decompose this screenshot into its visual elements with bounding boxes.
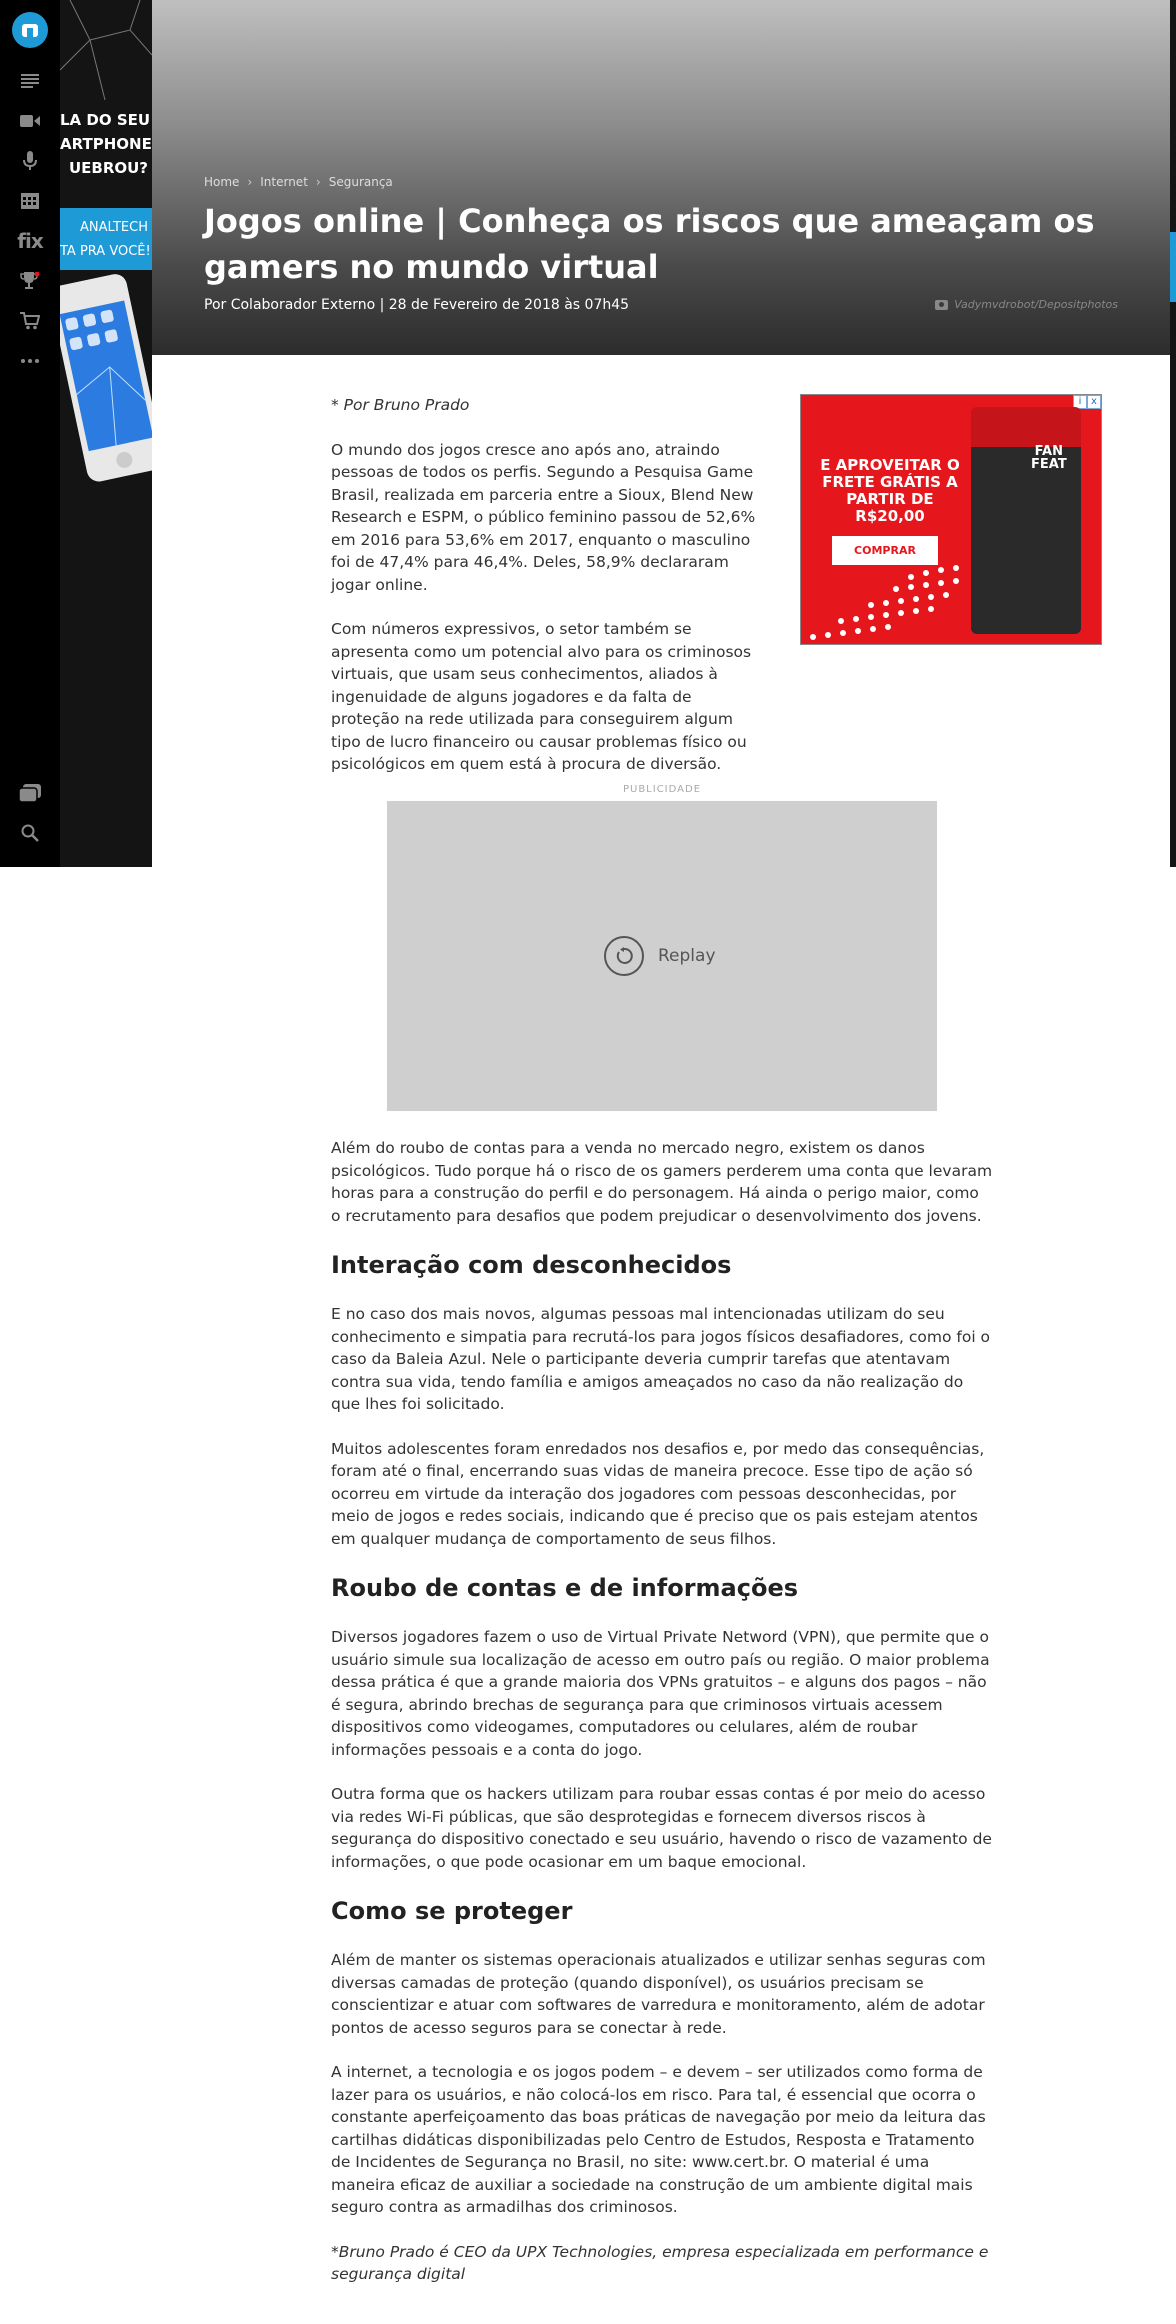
breadcrumb-home-link[interactable]: Home xyxy=(204,175,240,189)
gallery-icon[interactable] xyxy=(0,778,60,808)
calendar-grid-icon[interactable] xyxy=(0,186,60,216)
ad-close-icon[interactable]: x xyxy=(1087,395,1101,409)
ad-headline: E APROVEITAR O FRETE GRÁTIS A PARTIR DE R$20,00 xyxy=(820,456,960,525)
article-paragraph: A internet, a tecnologia e os jogos podem – e devem – ser utilizados como forma de lazer para os usuários, e não colocá-los em risco. Para tal, é essencial que ocorra o constante aperfeiçoamento das boas práticas de navegação por meio da leitura das cartilhas didáticas disponibilizadas pelo Centro de Estudos, Resposta e Tratamento de Incidentes de Segurança no Brasil, no site: www.cert.br. O material é uma maneira eficaz de auxiliar a sociedade na construção de um ambiente digital mais seguro contra as armadilhas dos criminosos. xyxy=(331,2063,986,2216)
page-title: Jogos online | Conheça os riscos que ameaçam os gamers no mundo virtual xyxy=(204,202,1095,286)
article-paragraph: Muitos adolescentes foram enredados nos desafios e, por medo das consequências, foram até o final, encerrando suas vidas de maneira precoce. Esse tipo de ação só ocorreu em virtude da interação dos jogadores com pessoas desconhecidas, por meio de jogos e redes sociais, indicando que é preciso que os pais estejam atentos em qualquer mudança de comportamento de seus filhos. xyxy=(331,1439,985,1548)
can-label: FAN FEAT xyxy=(1031,444,1067,472)
section-heading-roubo: Roubo de contas e de informações xyxy=(331,1574,799,1602)
replay-button[interactable]: Replay xyxy=(604,936,716,976)
coca-cola-ad[interactable] xyxy=(800,394,1102,645)
video-ad-player[interactable] xyxy=(387,801,937,1111)
publicidade-label: PUBLICIDADE xyxy=(622,784,702,795)
breadcrumb xyxy=(204,175,393,189)
shopping-cart-icon[interactable] xyxy=(0,306,60,336)
section-heading-proteger: Como se proteger xyxy=(331,1897,573,1925)
article-paragraph: Além do roubo de contas para a venda no mercado negro, existem os danos psicológicos. Tudo porque há o risco de os gamers perderem uma conta que levaram horas para a construção do perfil e do personagem. Há ainda o perigo maior, como o recrutamento para desafios que podem prejudicar o desenvolvimento dos jovens. xyxy=(331,1139,993,1225)
article-paragraph: O mundo dos jogos cresce ano após ano, atraindo pessoas de todos os perfis. Segundo a Pesquisa Game Brasil, realizada em parceria entre a Sioux, Blend New Research e ESPM, o público feminino passou de 52,6% em 2016 para 53,6% em 2017, enquanto o masculino foi de 47,4% para 46,4%. Deles, 58,9% declararam jogar online. xyxy=(331,440,756,594)
replay-icon xyxy=(604,936,644,976)
canaltech-logo-icon[interactable] xyxy=(12,12,48,48)
left-sidebar xyxy=(0,0,60,867)
ad-info-icon[interactable]: i xyxy=(1073,395,1087,409)
article-paragraph: E no caso dos mais novos, algumas pessoas mal intencionadas utilizam do seu conhecimento e simpatia para recrutá-los para jogos físicos desafiadores, como foi o caso da Baleia Azul. Nele o participante deveria cumprir tarefas que atentavam contra sua vida, tendo família e amigos ameaçados no caso da não realização do que lhes foi solicitado. xyxy=(331,1305,991,1413)
right-edge-strip xyxy=(1170,0,1176,867)
article-list-icon[interactable] xyxy=(0,66,60,96)
article-paragraph: Outra forma que os hackers utilizam para roubar essas contas é por meio do acesso via redes Wi-Fi públicas, que são desprotegidas e fornecem diversos riscos à segurança do dispositivo conectado e seu usuário, havendo o risco de vazamento de informações, o que pode ocasionar em um baque emocional. xyxy=(331,1785,992,1871)
search-icon[interactable] xyxy=(0,818,60,848)
camera-icon xyxy=(935,300,948,310)
breadcrumb-separator: › xyxy=(315,175,321,189)
more-options-icon[interactable] xyxy=(0,346,60,376)
left-ad-blue-banner: ANALTECH TA PRA VOCÊ! xyxy=(60,208,152,270)
fix-icon[interactable]: fix xyxy=(17,229,43,253)
breadcrumb-internet-link[interactable]: Internet xyxy=(260,175,308,189)
microphone-icon[interactable] xyxy=(0,146,60,176)
video-camera-icon[interactable] xyxy=(0,106,60,136)
decorative-dots xyxy=(801,565,971,645)
comprar-button[interactable]: COMPRAR xyxy=(832,536,938,565)
article-hero xyxy=(152,0,1170,355)
left-ad-headline: LA DO SEU ARTPHONE UEBROU? xyxy=(60,111,152,177)
article-paragraph: Com números expressivos, o setor também se apresenta como um potencial alvo para os criminosos virtuais, que usam seus conhecimentos, aliados à ingenuidade de alguns jogadores e da falta de proteção na rede utilizada para conseguirem algum tipo de lucro financeiro ou causar problemas físico ou psicológicos em quem está à procura de diversão. xyxy=(331,620,752,773)
author-note: * Por Bruno Prado xyxy=(331,396,470,414)
left-promo-ad[interactable] xyxy=(60,0,152,867)
author-footnote: *Bruno Prado é CEO da UPX Technologies, empresa especializada em performance e segurança digital xyxy=(331,2242,989,2283)
article-paragraph: Além de manter os sistemas operacionais atualizados e utilizar senhas seguras com diversas camadas de proteção (quando disponível), os usuários precisam se conscientizar e atuar com softwares de varredura e monitoramento, além de adotar pontos de acesso seguros para se conectar à rede. xyxy=(331,1951,986,2037)
breadcrumb-separator: › xyxy=(247,175,253,189)
cracked-glass-graphic xyxy=(60,0,152,100)
breadcrumb-seguranca-link[interactable]: Segurança xyxy=(328,175,393,189)
article-body-bottom xyxy=(331,1137,993,2308)
trophy-icon[interactable] xyxy=(0,266,60,296)
article-paragraph: Diversos jogadores fazem o uso de Virtual Private Netword (VPN), que permite que o usuário simule sua localização de acesso em outro país ou região. O maior problema dessa prática é que a grande maioria dos VPNs gratuitos – e alguns dos pagos – não é segura, abrindo brechas de segurança para que criminosos virtuais acessem dispositivos como videogames, computadores ou celulares, além de roubar informações pessoais e a conta do jogo. xyxy=(331,1628,990,1759)
product-can-lid xyxy=(971,407,1081,447)
smartphone-graphic xyxy=(60,271,152,504)
article-byline: Por Colaborador Externo | 28 de Fevereiro de 2018 às 07h45 xyxy=(204,297,630,313)
photo-credit: Vadymvdrobot/Depositphotos xyxy=(935,298,1118,311)
section-heading-interacao: Interação com desconhecidos xyxy=(331,1251,732,1279)
